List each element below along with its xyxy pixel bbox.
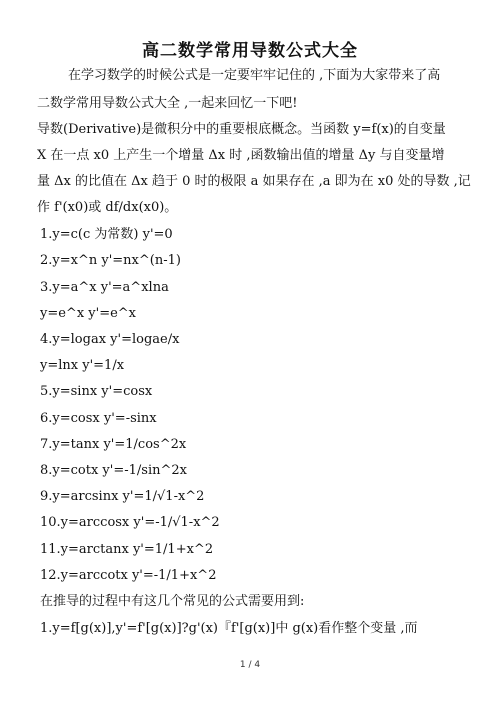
- formula-line: 11.y=arctanx y'=1/1+x^2: [40, 542, 214, 557]
- definition-line-1: 导数(Derivative)是微积分中的重要根底概念。当函数 y=f(x)的自变量: [37, 122, 446, 137]
- chain-rule-line: 1.y=f[g(x)],y'=f'[g(x)]?g'(x)『f'[g(x)]中 g(x)看作整个变量 ,而: [40, 621, 418, 636]
- formula-line: 2.y=x^n y'=nx^(n-1): [40, 253, 181, 268]
- formula-line: 5.y=sinx y'=cosx: [40, 384, 153, 399]
- formula-line: y=e^x y'=e^x: [40, 306, 137, 321]
- formula-line: 12.y=arccotx y'=-1/1+x^2: [40, 568, 217, 583]
- formula-line: 1.y=c(c 为常数) y'=0: [40, 227, 173, 242]
- formula-line: 8.y=cotx y'=-1/sin^2x: [40, 463, 187, 478]
- definition-line-2: X 在一点 x0 上产生一个增量 Δx 时 ,函数输出值的增量 Δy 与自变量增: [37, 148, 445, 163]
- formula-line: 6.y=cosx y'=-sinx: [40, 411, 157, 426]
- formula-line: 10.y=arccosx y'=-1/√1-x^2: [40, 515, 220, 530]
- formula-line: 9.y=arcsinx y'=1/√1-x^2: [40, 489, 205, 504]
- formula-line: 4.y=logax y'=logae/x: [40, 332, 180, 347]
- document-title: 高二数学常用导数公式大全: [142, 41, 358, 61]
- definition-line-3: 量 Δx 的比值在 Δx 趋于 0 时的极限 a 如果存在 ,a 即为在 x0 处的导数 ,记: [37, 174, 471, 189]
- page-number: 1 / 4: [239, 660, 261, 670]
- formula-line: 7.y=tanx y'=1/cos^2x: [40, 437, 187, 452]
- formula-line: y=lnx y'=1/x: [40, 358, 125, 373]
- intro-line-1: 在学习数学的时候公式是一定要牢牢记住的 ,下面为大家带来了高: [68, 68, 441, 83]
- intro-line-2: 二数学常用导数公式大全 ,一起来回忆一下吧!: [37, 96, 298, 111]
- derivation-intro: 在推导的过程中有这几个常见的公式需要用到:: [40, 594, 305, 609]
- definition-line-4: 作 f'(x0)或 df/dx(x0)。: [37, 200, 178, 215]
- formula-line: 3.y=a^x y'=a^xlna: [40, 280, 169, 295]
